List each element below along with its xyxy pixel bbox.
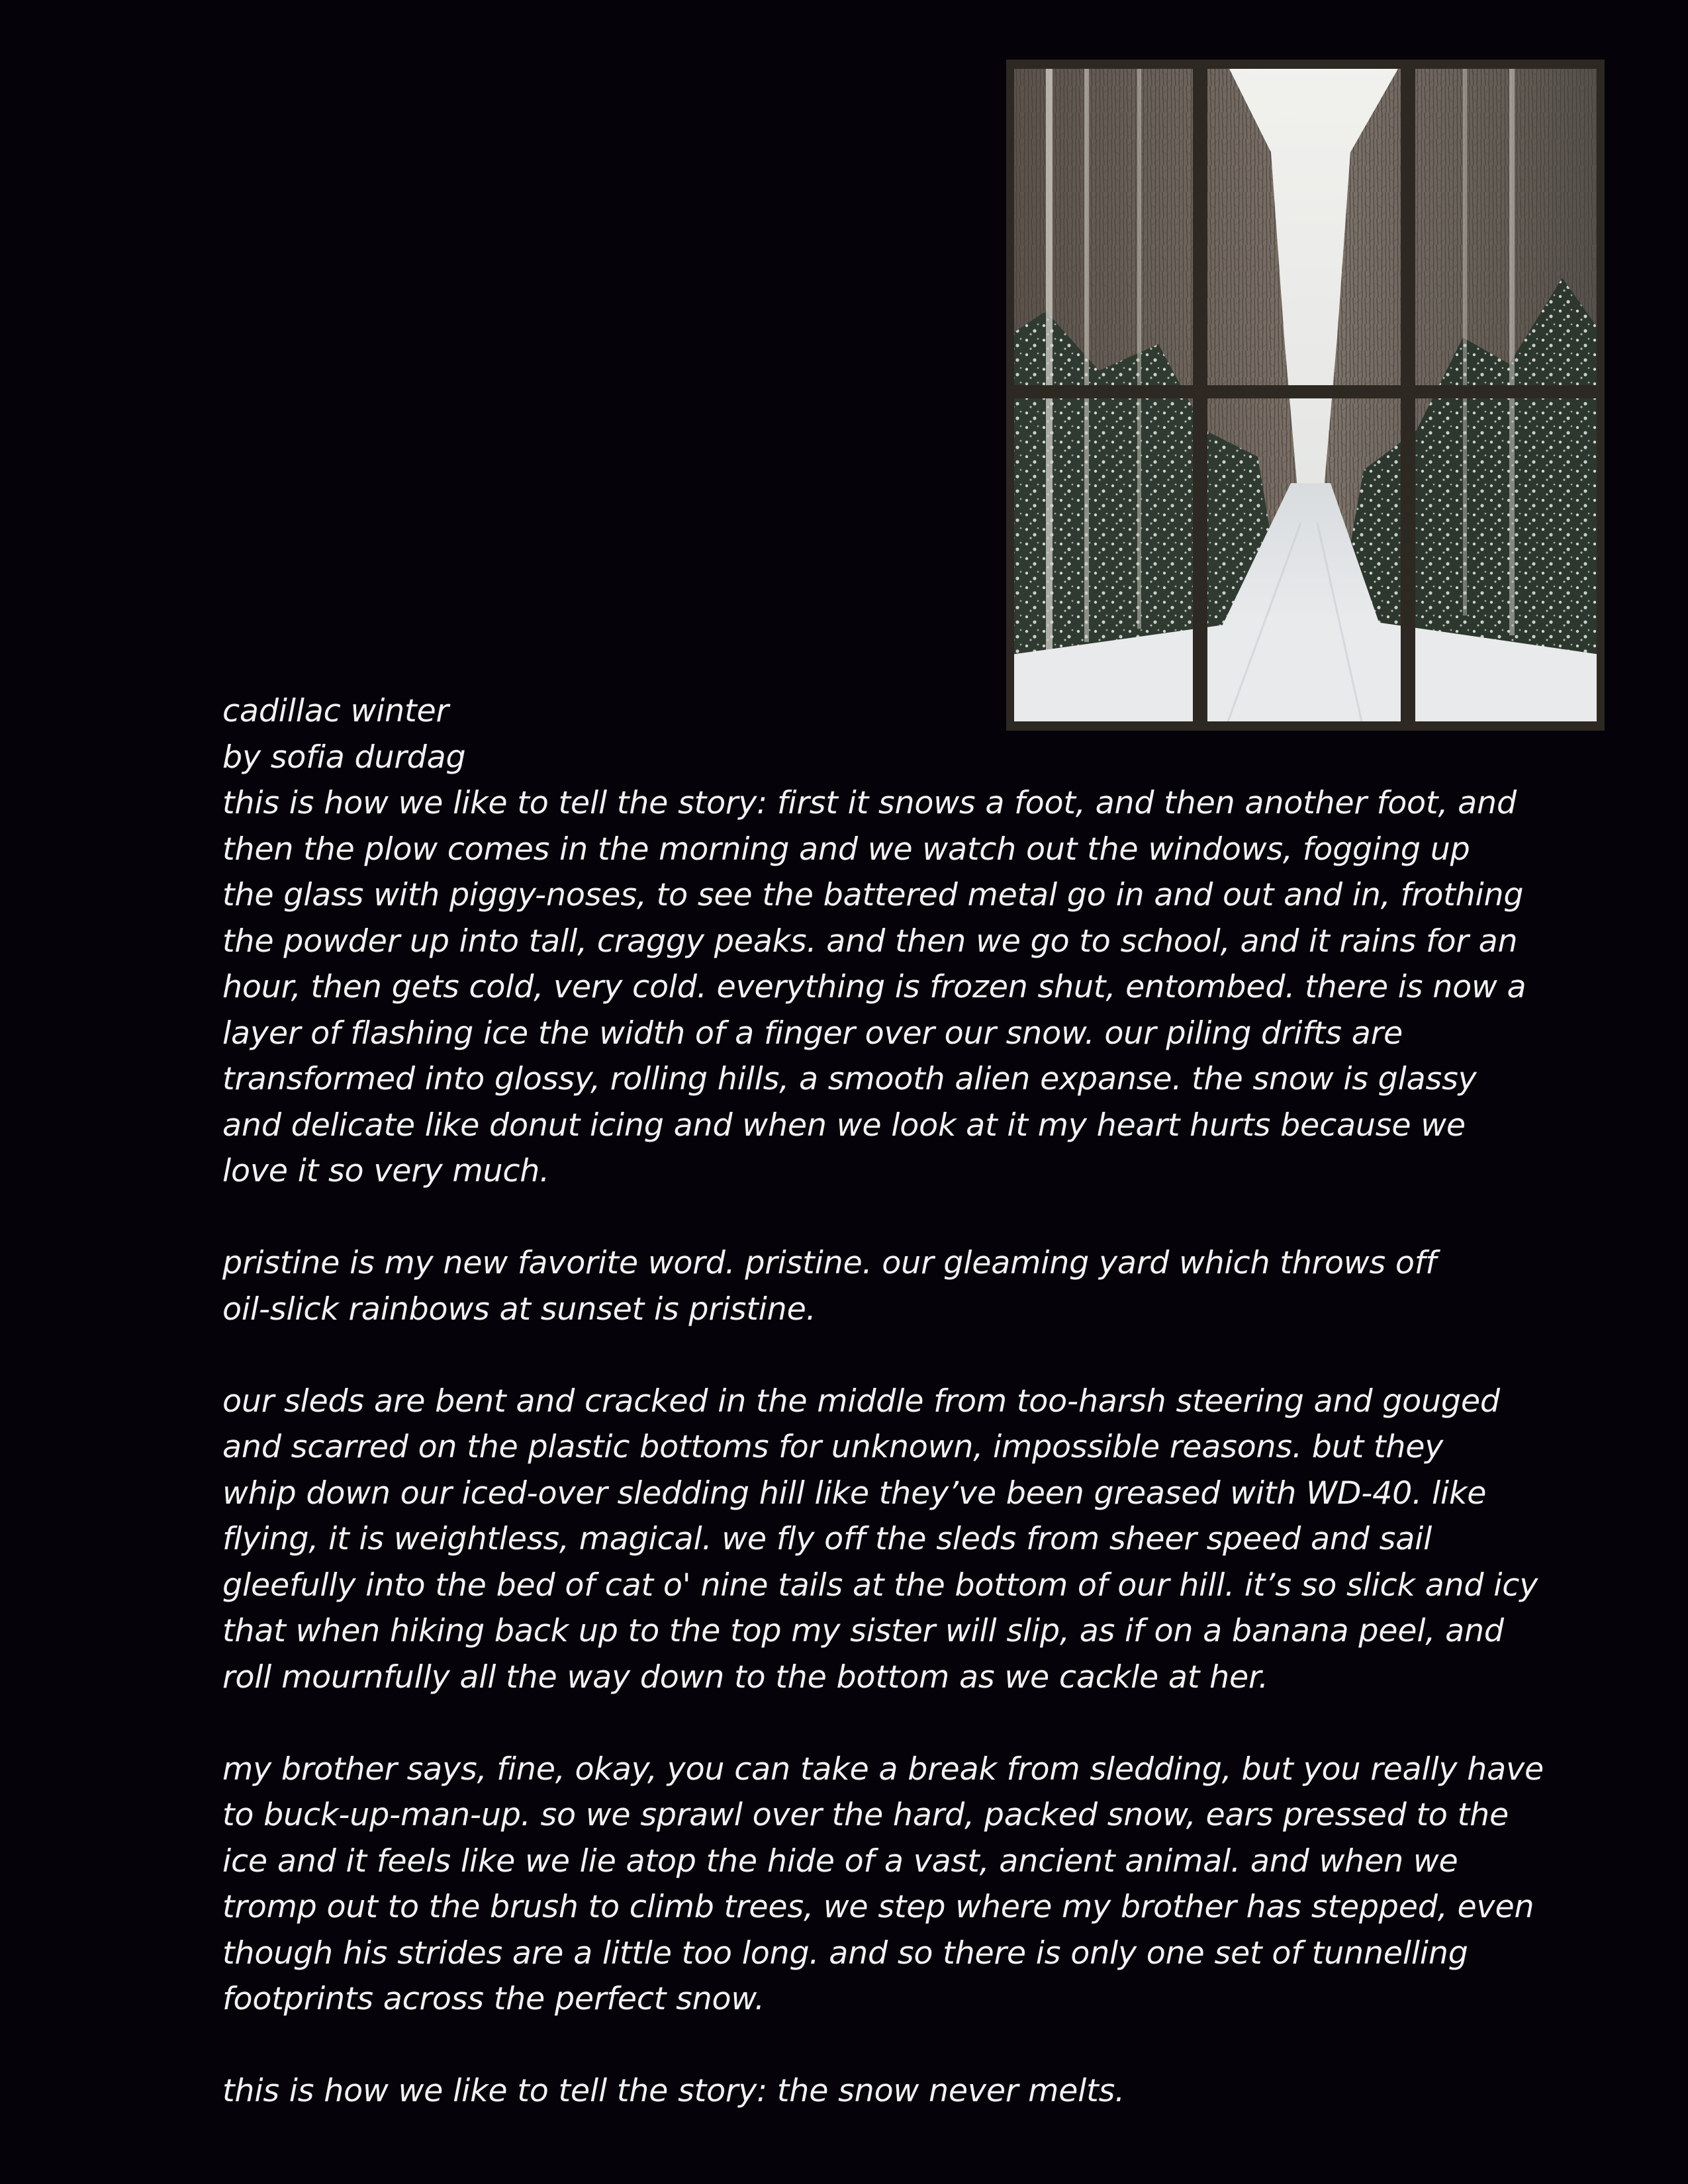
story-paragraphs: [222, 780, 1544, 2115]
story-title: cadillac winter: [222, 693, 449, 729]
paragraph-line: flying, it is weightless, magical. we fly off the sleds from sheer speed and sail: [222, 1521, 1432, 1557]
paragraph-line: the powder up into tall, craggy peaks. and then we go to school, and it rains for an: [222, 923, 1518, 960]
paragraph-line: roll mournfully all the way down to the bottom as we cackle at her.: [222, 1659, 1268, 1696]
paragraph-line: pristine is my new favorite word. pristine. our gleaming yard which throws off: [222, 1245, 1436, 1281]
story-paragraph: [222, 1747, 1544, 2023]
paragraph-line: transformed into glossy, rolling hills, a smooth alien expanse. the snow is glassy: [222, 1061, 1477, 1097]
story-byline: by sofia durdag: [222, 739, 466, 776]
paragraph-line: though his strides are a little too long. and so there is only one set of tunnelling: [222, 1934, 1468, 1972]
paragraph-line: footprints across the perfect snow.: [222, 1981, 765, 2017]
paragraph-line: love it so very much.: [222, 1153, 550, 1189]
story-paragraph: [222, 780, 1526, 1195]
paragraph-line: my brother says, fine, okay, you can take a break from sledding, but you really have: [222, 1751, 1544, 1788]
window-snowy-forest-image: [1006, 60, 1605, 731]
paragraph-line: and delicate like donut icing and when we look at it my heart hurts because we: [222, 1107, 1466, 1144]
paragraph-line: whip down our iced-over sledding hill like they’ve been greased with WD-40. like: [222, 1475, 1487, 1512]
paragraph-line: this is how we like to tell the story: first it snows a foot, and then another foot, and: [222, 785, 1517, 821]
paragraph-line: that when hiking back up to the top my sister will slip, as if on a banana peel, and: [222, 1613, 1504, 1649]
paragraph-line: our sleds are bent and cracked in the middle from too-harsh steering and gouged: [222, 1383, 1500, 1420]
paragraph-line: then the plow comes in the morning and we watch out the windows, fogging up: [222, 831, 1470, 868]
story-paragraph: [222, 1240, 1480, 1332]
paragraph-line: layer of flashing ice the width of a finger over our snow. our piling drifts are: [222, 1015, 1403, 1052]
paragraph-line: ice and it feels like we lie atop the hide of a vast, ancient animal. and when we: [222, 1843, 1458, 1880]
paragraph-line: hour, then gets cold, very cold. everything is frozen shut, entombed. there is now a: [222, 969, 1526, 1005]
window-illustration: [1006, 60, 1605, 731]
story-paragraph: [222, 1379, 1538, 1701]
paragraph-line: and scarred on the plastic bottoms for unknown, impossible reasons. but they: [222, 1429, 1444, 1465]
paragraph-line: to buck-up-man-up. so we sprawl over the hard, packed snow, ears pressed to the: [222, 1797, 1509, 1833]
paragraph-line: this is how we like to tell the story: the snow never melts.: [222, 2073, 1125, 2109]
paragraph-line: tromp out to the brush to climb trees, we step where my brother has stepped, even: [222, 1889, 1534, 1925]
paragraph-line: gleefully into the bed of cat o' nine tails at the bottom of our hill. it’s so slick and icy: [222, 1567, 1538, 1604]
story-paragraph: [222, 2068, 1480, 2115]
paragraph-line: oil-slick rainbows at sunset is pristine.: [222, 1291, 816, 1328]
paragraph-line: the glass with piggy-noses, to see the battered metal go in and out and in, frothing: [222, 877, 1524, 913]
story-text: [222, 688, 1544, 2115]
